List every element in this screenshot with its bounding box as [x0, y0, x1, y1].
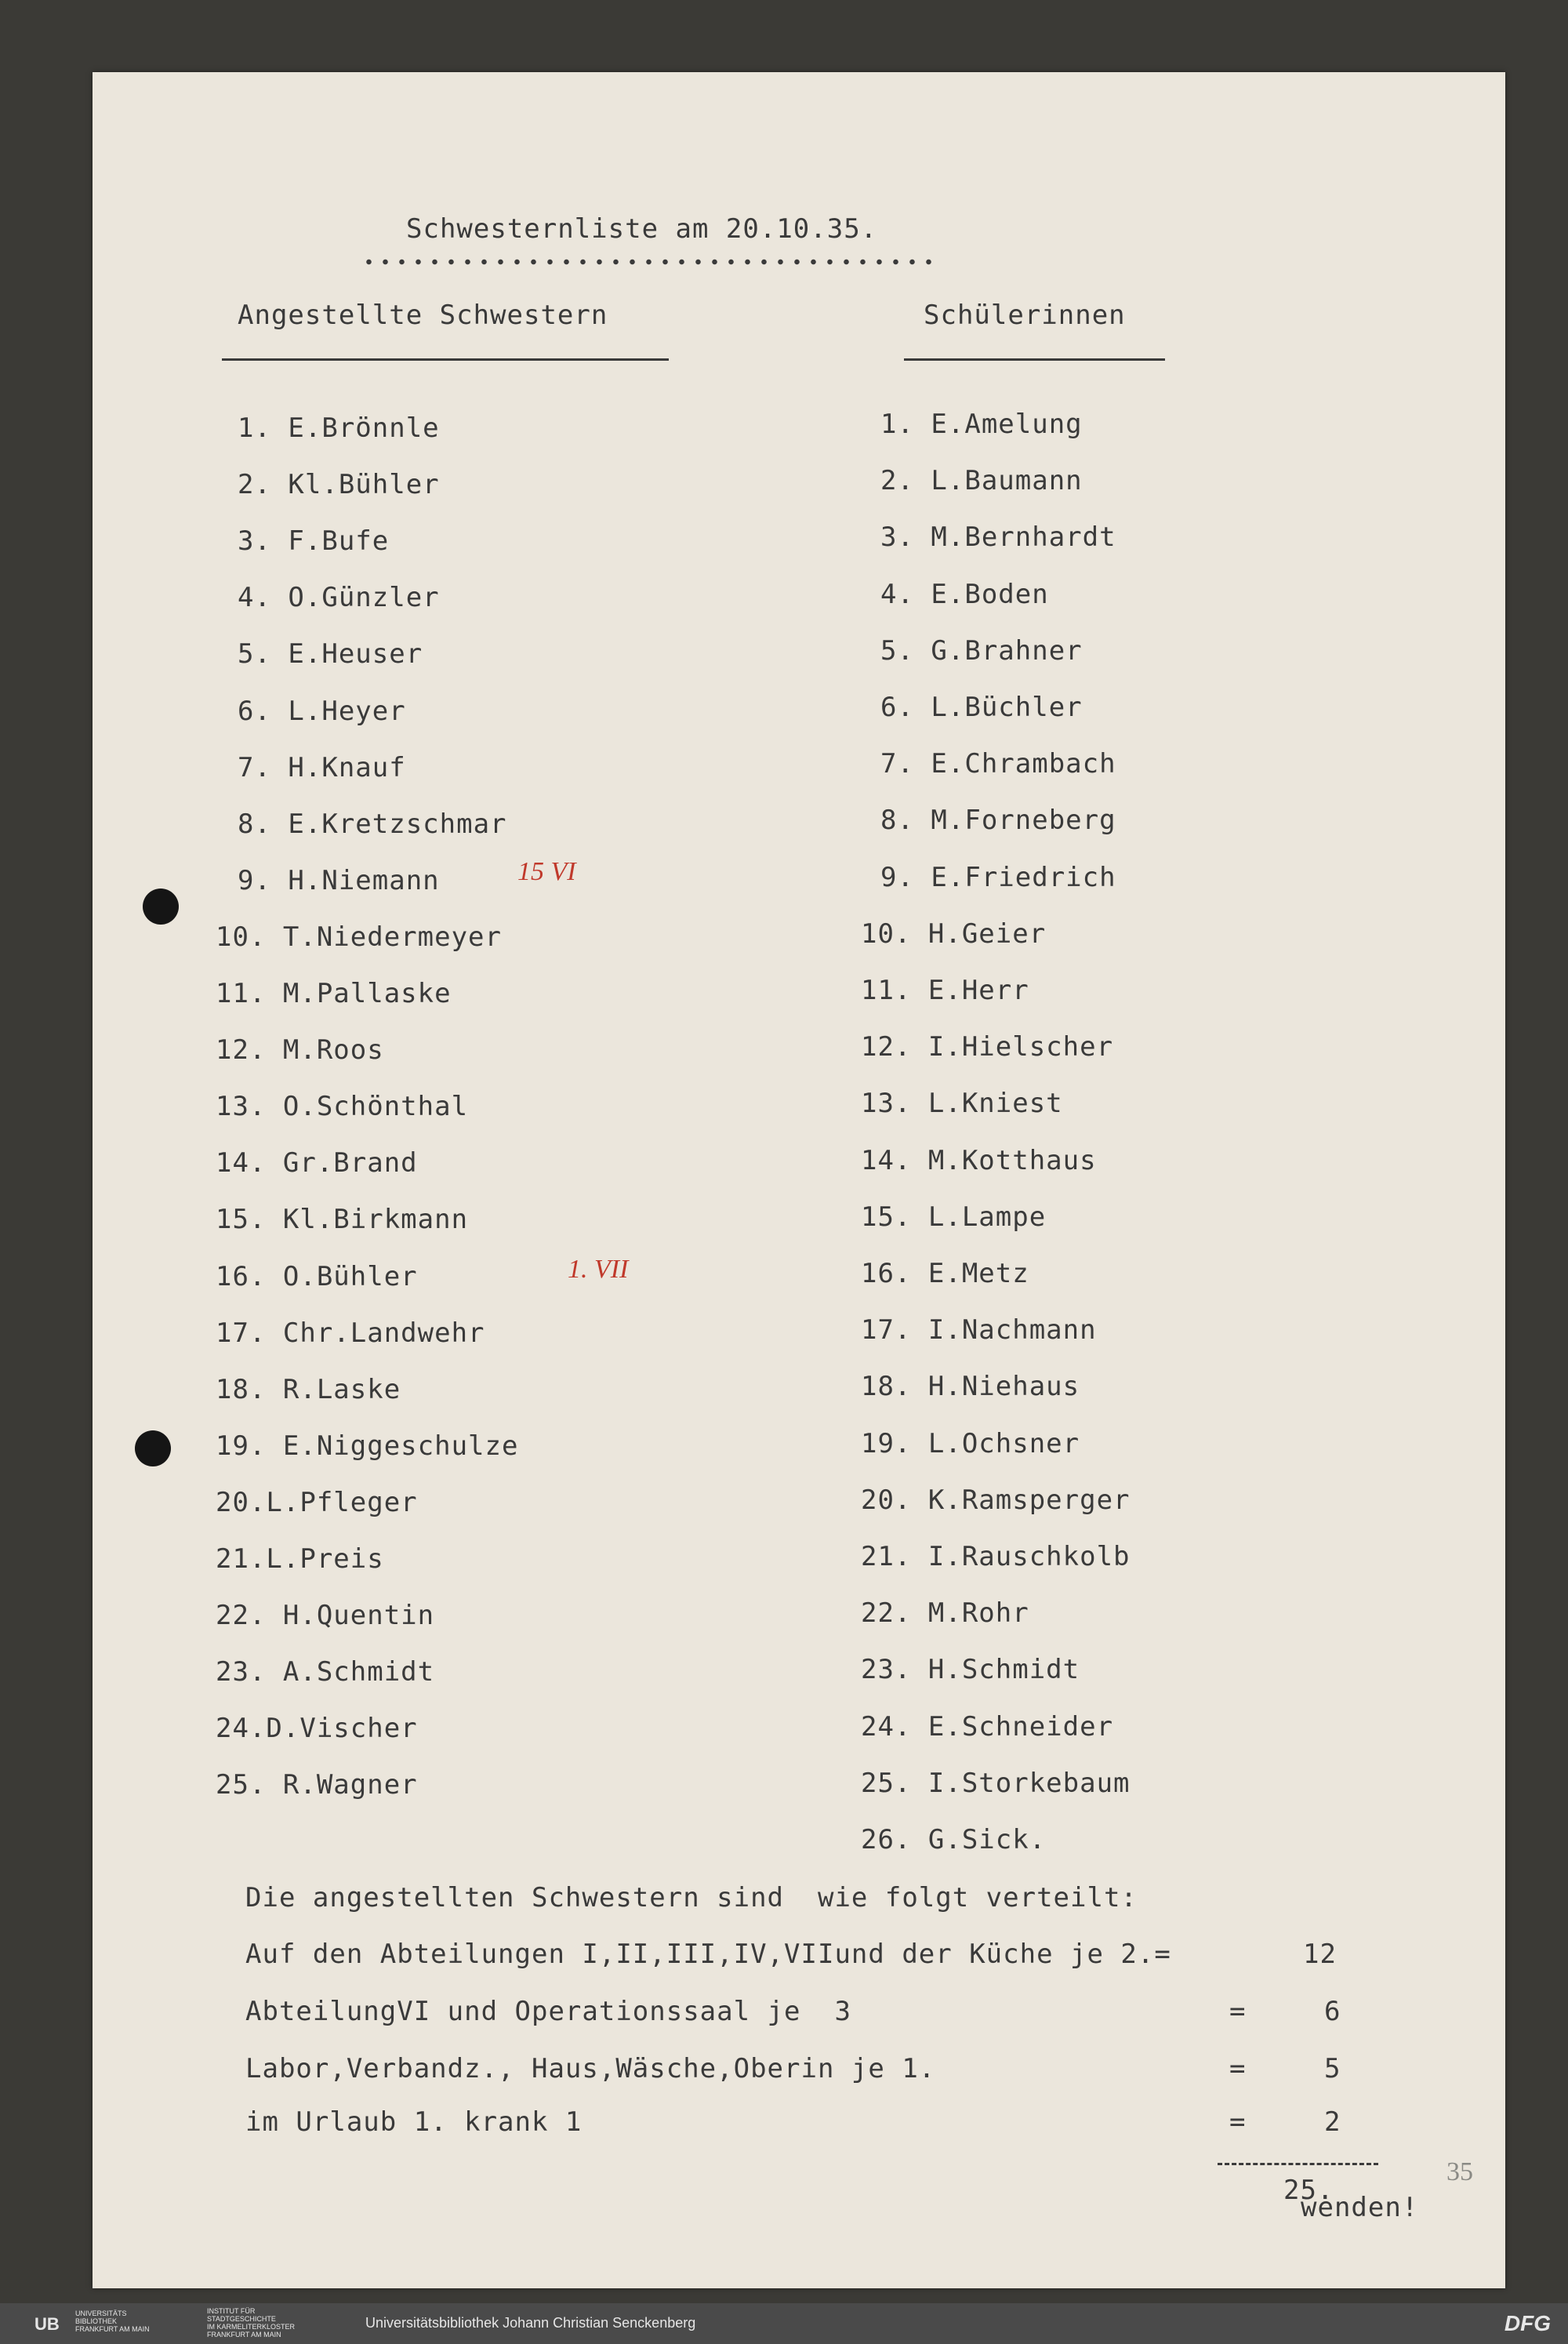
- right-list-item: 20. K.Ramsperger: [861, 1485, 1131, 1516]
- left-list-item: 7. H.Knauf: [238, 752, 406, 783]
- left-list-item: 11. M.Pallaske: [216, 978, 452, 1009]
- summary-row-value: 2: [1324, 2106, 1341, 2138]
- right-list-item: 13. L.Kniest: [861, 1088, 1063, 1119]
- left-list-item: 9. H.Niemann: [238, 865, 440, 896]
- left-list-item: 6. L.Heyer: [238, 696, 406, 727]
- right-list-item: 21. I.Rauschkolb: [861, 1541, 1131, 1572]
- title-dotted-underline: [361, 259, 937, 265]
- left-list-item: 15. Kl.Birkmann: [216, 1204, 469, 1235]
- left-list-item: 21.L.Preis: [216, 1543, 384, 1575]
- dfg-logo: DFG: [1504, 2311, 1551, 2335]
- left-list-item: 12. M.Roos: [216, 1034, 384, 1066]
- institute-logo: INSTITUT FÜR STADTGESCHICHTE IM KARMELITERKLOSTER FRANKFURT AM MAIN: [207, 2307, 296, 2339]
- right-list-item: 23. H.Schmidt: [861, 1654, 1080, 1685]
- left-list-item: 17. Chr.Landwehr: [216, 1317, 485, 1349]
- left-list-item: 19. E.Niggeschulze: [216, 1430, 519, 1462]
- punch-hole: [135, 1430, 171, 1466]
- right-list-item: 6. L.Büchler: [880, 692, 1083, 723]
- left-list-item: 22. H.Quentin: [216, 1600, 435, 1631]
- sum-line: [1218, 2163, 1378, 2165]
- ub-caption: UNIVERSITÄTS BIBLIOTHEK FRANKFURT AM MAIN: [75, 2309, 150, 2333]
- left-list-item: 8. E.Kretzschmar: [238, 809, 507, 840]
- summary-row-text: im Urlaub 1. krank 1: [245, 2106, 583, 2138]
- summary-row-text: Auf den Abteilungen I,II,III,IV,VIIund der Küche je 2.=: [245, 1939, 1171, 1970]
- annotation-buehler: 1. VII: [568, 1255, 629, 1284]
- right-list-item: 1. E.Amelung: [880, 409, 1083, 440]
- right-list-item: 17. I.Nachmann: [861, 1314, 1097, 1346]
- right-list-item: 8. M.Forneberg: [880, 805, 1116, 836]
- summary-row-text: Labor,Verbandz., Haus,Wäsche,Oberin je 1.: [245, 2053, 936, 2084]
- left-list-item: 25. R.Wagner: [216, 1769, 418, 1801]
- left-list-item: 2. Kl.Bühler: [238, 469, 440, 500]
- left-list-item: 3. F.Bufe: [238, 525, 390, 557]
- right-list-item: 14. M.Kotthaus: [861, 1145, 1097, 1176]
- right-list-item: 5. G.Brahner: [880, 635, 1083, 667]
- right-list-item: 2. L.Baumann: [880, 465, 1083, 496]
- left-list-item: 16. O.Bühler: [216, 1261, 418, 1292]
- left-list-item: 5. E.Heuser: [238, 638, 423, 670]
- right-list-item: 18. H.Niehaus: [861, 1371, 1080, 1402]
- document-title: Schwesternliste am 20.10.35.: [406, 213, 878, 245]
- right-list-item: 19. L.Ochsner: [861, 1428, 1080, 1459]
- right-list-item: 10. H.Geier: [861, 918, 1047, 950]
- summary-intro: Die angestellten Schwestern sind wie folgt verteilt:: [245, 1882, 1138, 1913]
- right-list-item: 15. L.Lampe: [861, 1201, 1047, 1233]
- summary-row-value: 6: [1324, 1996, 1341, 2027]
- left-list-item: 20.L.Pfleger: [216, 1487, 418, 1518]
- right-list-item: 9. E.Friedrich: [880, 862, 1116, 893]
- header-rule-right: [904, 358, 1165, 361]
- right-list-item: 11. E.Herr: [861, 975, 1029, 1006]
- viewer-footer: [0, 2303, 1568, 2344]
- left-list-item: 24.D.Vischer: [216, 1713, 418, 1744]
- page-number: 35: [1446, 2157, 1473, 2186]
- wenden-note: wenden!: [1301, 2192, 1419, 2223]
- left-list-item: 18. R.Laske: [216, 1374, 401, 1405]
- right-list-item: 22. M.Rohr: [861, 1597, 1029, 1629]
- right-list-item: 4. E.Boden: [880, 579, 1049, 610]
- right-list-item: 12. I.Hielscher: [861, 1031, 1114, 1063]
- left-list-item: 1. E.Brönnle: [238, 412, 440, 444]
- summary-row-sign: =: [1229, 2106, 1247, 2138]
- right-list-item: 16. E.Metz: [861, 1258, 1029, 1289]
- right-list-item: 25. I.Storkebaum: [861, 1768, 1131, 1799]
- summary-row-sign: =: [1229, 1996, 1247, 2027]
- left-list-item: 14. Gr.Brand: [216, 1147, 418, 1179]
- left-list-item: 4. O.Günzler: [238, 582, 440, 613]
- column-header-left: Angestellte Schwestern: [238, 300, 608, 331]
- right-list-item: 26. G.Sick.: [861, 1824, 1047, 1855]
- ub-logo: UB: [34, 2314, 60, 2334]
- summary-row-sign: =: [1229, 2053, 1247, 2084]
- left-list-item: 13. O.Schönthal: [216, 1091, 469, 1122]
- column-header-right: Schülerinnen: [924, 300, 1126, 331]
- right-list-item: 7. E.Chrambach: [880, 748, 1116, 780]
- header-rule-left: [222, 358, 669, 361]
- summary-total: 25.: [1283, 2175, 1334, 2206]
- left-list-item: 23. A.Schmidt: [216, 1656, 435, 1688]
- left-list-item: 10. T.Niedermeyer: [216, 921, 502, 953]
- punch-hole: [143, 889, 179, 925]
- right-list-item: 3. M.Bernhardt: [880, 521, 1116, 553]
- summary-row-text: AbteilungVI und Operationssaal je 3: [245, 1996, 851, 2027]
- summary-row-value: 5: [1324, 2053, 1341, 2084]
- right-list-item: 24. E.Schneider: [861, 1711, 1114, 1743]
- annotation-niemann: 15 VI: [517, 857, 576, 886]
- summary-row-value: 12: [1303, 1939, 1337, 1970]
- library-name: Universitätsbibliothek Johann Christian Senckenberg: [365, 2315, 696, 2331]
